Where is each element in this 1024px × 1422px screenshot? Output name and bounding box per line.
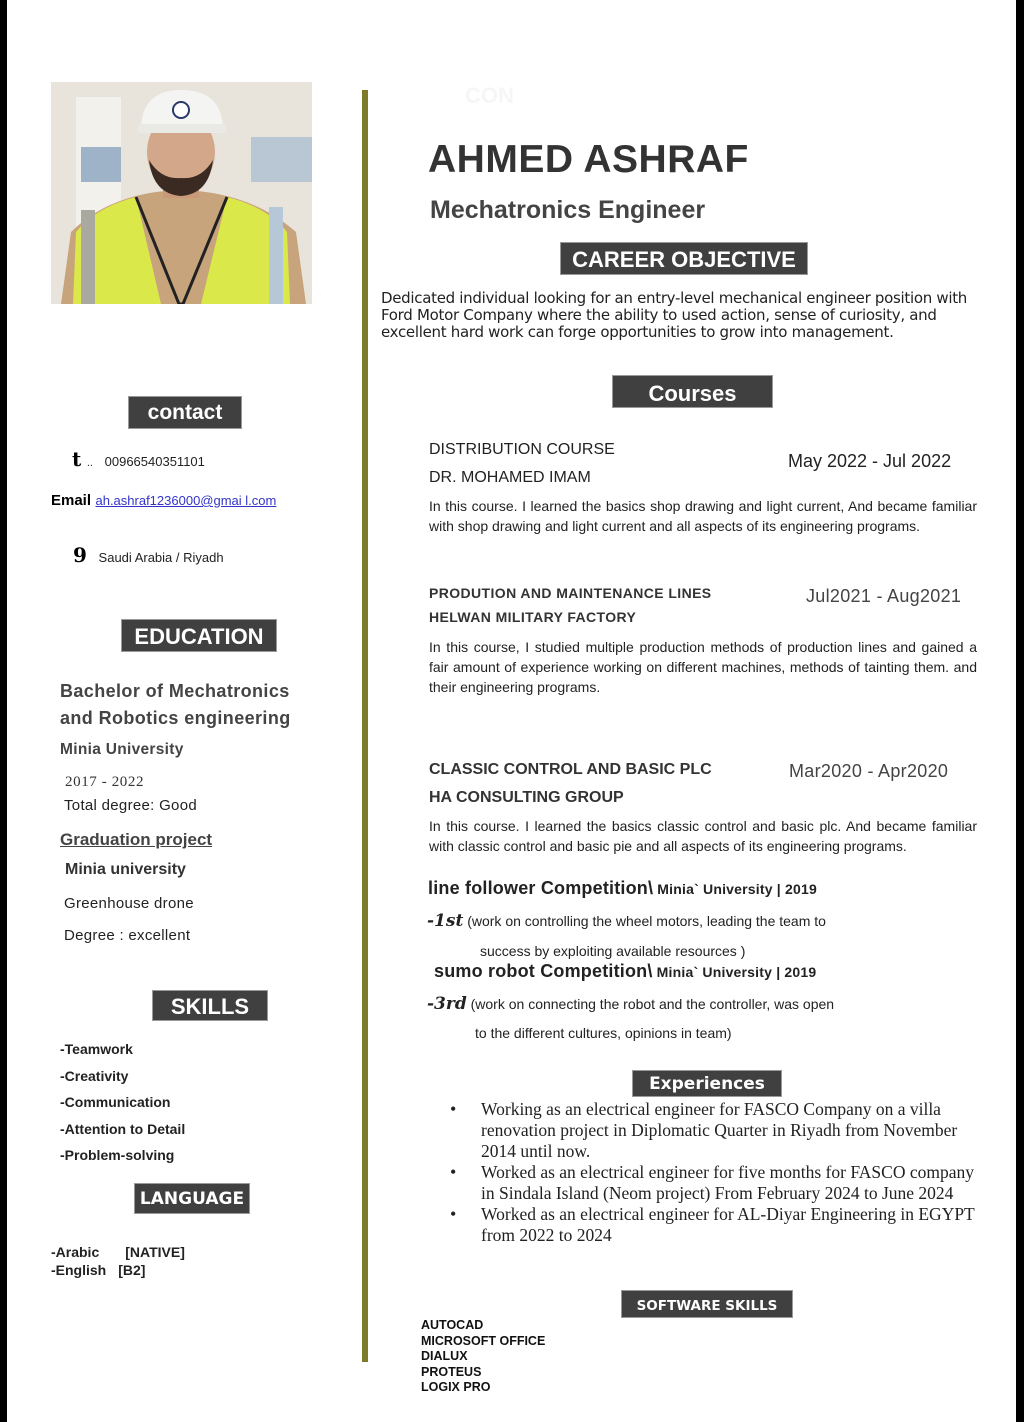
email-link[interactable]: ah.ashraf1236000@gmai l.com <box>95 493 277 508</box>
course-date: Mar2020 - Apr2020 <box>789 761 949 781</box>
competition-org: Minia` University | 2019 <box>653 881 817 897</box>
course-title: PRODUTION AND MAINTENANCE LINES <box>429 585 712 601</box>
email-row <box>51 492 276 510</box>
column-divider <box>362 90 368 1362</box>
language-level: [NATIVE] <box>125 1244 185 1260</box>
skills-list <box>60 1041 185 1173</box>
competition-rank: -1st <box>427 911 464 931</box>
phone-number[interactable]: 00966540351101 <box>104 454 205 469</box>
course-organization: HELWAN MILITARY FACTORY <box>429 609 637 625</box>
competition-org: Minia` University | 2019 <box>652 964 817 980</box>
competition-result <box>427 994 834 1014</box>
skill-item: -Communication <box>60 1094 171 1110</box>
experience-item: • Working as an electrical engineer for FASCO Company on a villa renovation project in Diplomatic Quarter in Riyadh from November 2014 until now. <box>436 1099 976 1162</box>
software-skills-list <box>421 1318 545 1396</box>
experience-list <box>436 1099 976 1246</box>
degree-line-2: and Robotics engineering <box>60 708 291 728</box>
competition-description-cont: success by exploiting available resources ) <box>480 943 746 959</box>
candidate-name: AHMED ASHRAF <box>428 138 749 181</box>
course-title: DISTRIBUTION COURSE <box>429 441 615 458</box>
location-text: Saudi Arabia / Riyadh <box>98 550 224 565</box>
language-heading: LANGUAGE <box>134 1183 250 1214</box>
graduation-project-name: Greenhouse drone <box>64 895 194 912</box>
career-objective-heading: CAREER OBJECTIVE <box>560 242 808 275</box>
skill-item: -Attention to Detail <box>60 1121 186 1137</box>
location-icon: 9 <box>73 543 87 567</box>
degree-line-1: Bachelor of Mechatronics <box>60 681 290 701</box>
candidate-role: Mechatronics Engineer <box>430 196 706 224</box>
software-item: AUTOCAD <box>421 1318 484 1332</box>
experience-item: • Worked as an electrical engineer for five months for FASCO company in Sindala Island (Neom project) From February 2024 to June 2024 <box>436 1162 976 1204</box>
competition-name: sumo robot Competition\ <box>434 961 653 981</box>
language-name: -Arabic <box>51 1244 100 1260</box>
experience-item: • Worked as an electrical engineer for AL-Diyar Engineering in EGYPT from 2022 to 2024 <box>436 1204 976 1246</box>
resume-page <box>7 0 1016 1422</box>
course-description: In this course, I studied multiple production methods of production lines and gained a fair amount of experience working on different machines, methods of tainting them. and their engineering programs. <box>429 639 977 695</box>
competition-name: line follower Competition\ <box>428 878 654 898</box>
language-item <box>51 1243 185 1261</box>
course-date: Jul2021 - Aug2021 <box>806 586 962 606</box>
skills-heading: SKILLS <box>152 990 268 1021</box>
contact-heading: contact <box>128 396 242 429</box>
competition-description: (work on controlling the wheel motors, leading the team to <box>467 913 826 929</box>
software-item: DIALUX <box>421 1349 468 1363</box>
skill-item: -Teamwork <box>60 1041 133 1057</box>
software-item: LOGIX PRO <box>421 1380 491 1394</box>
faint-watermark-text: CON <box>465 83 514 108</box>
courses-heading: Courses <box>612 375 773 408</box>
competition-title <box>434 961 816 982</box>
course-date: May 2022 - Jul 2022 <box>788 451 952 471</box>
skill-item: -Problem-solving <box>60 1147 175 1163</box>
software-item: MICROSOFT OFFICE <box>421 1333 546 1348</box>
competition-description-cont: to the different cultures, opinions in team) <box>475 1025 732 1041</box>
person-photo-illustration <box>51 82 312 304</box>
graduation-degree: Degree : excellent <box>64 927 191 944</box>
course-organization: DR. MOHAMED IMAM <box>429 469 591 486</box>
competition-title <box>428 878 817 899</box>
phone-icon: t <box>72 447 82 471</box>
graduation-project-heading: Graduation project <box>60 830 213 849</box>
software-skills-heading: SOFTWARE SKILLS <box>621 1290 793 1318</box>
competition-result <box>427 911 826 931</box>
profile-photo <box>51 82 312 304</box>
location-row <box>73 543 224 567</box>
competition-description: (work on connecting the robot and the controller, was open <box>470 996 835 1012</box>
competition-rank: -3rd <box>427 994 467 1014</box>
email-label: Email <box>51 492 92 509</box>
education-heading: EDUCATION <box>121 619 277 652</box>
course-description: In this course. I learned the basics shop drawing and light current, And became familiar with shop drawing and light current and all aspects of its engineering programs. <box>429 498 977 534</box>
language-level: [B2] <box>118 1262 146 1278</box>
career-objective-text: Dedicated individual looking for an entry-level mechanical engineer position with Ford Motor Company where the ability to used action, sense of curiosity, and excellent hard work can forge opportunities to grow into management. <box>381 289 968 341</box>
phone-separator: .. <box>86 457 93 469</box>
skill-item: -Creativity <box>60 1068 129 1084</box>
software-item: PROTEUS <box>421 1364 482 1379</box>
course-description: In this course. I learned the basics classic control and basic plc. And became familiar with classic control and basic pie and all aspects of its engineering programs. <box>429 818 977 854</box>
phone-row <box>72 447 205 471</box>
education-years: 2017 - 2022 <box>65 774 145 790</box>
total-degree: Total degree: Good <box>64 797 197 814</box>
language-name: -English <box>51 1262 107 1278</box>
course-organization: HA CONSULTING GROUP <box>429 789 624 806</box>
graduation-university: Minia university <box>65 861 186 878</box>
language-list <box>51 1243 185 1279</box>
experiences-heading: Experiences <box>632 1070 782 1097</box>
language-item <box>51 1261 185 1279</box>
university-name: Minia University <box>60 741 184 758</box>
course-title: CLASSIC CONTROL AND BASIC PLC <box>429 761 712 778</box>
degree-title <box>60 678 291 732</box>
